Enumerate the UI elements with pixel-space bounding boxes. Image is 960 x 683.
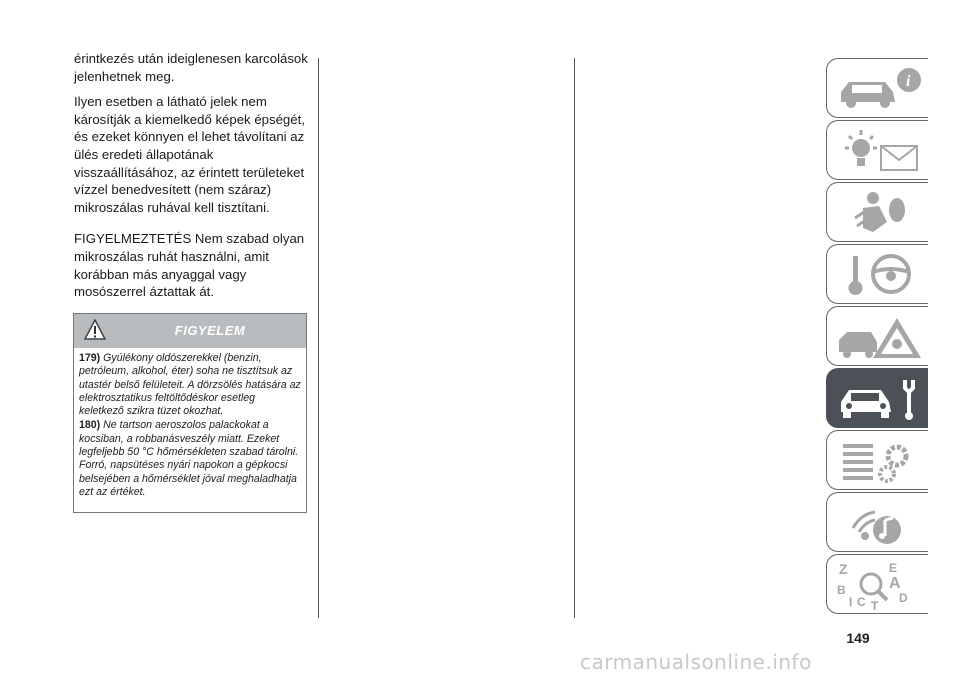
paragraph-1: érintkezés után ideiglenesen karcolások jelenhetnek meg. xyxy=(74,51,308,84)
index-letters-icon xyxy=(833,560,925,610)
seat-airbag-icon xyxy=(833,188,925,238)
footer-watermark: carmanualsonline.info xyxy=(580,650,812,674)
tab-lights-mail[interactable] xyxy=(826,120,928,180)
svg-text:A: A xyxy=(889,575,901,592)
main-text-column xyxy=(74,50,310,309)
specs-gear-icon xyxy=(833,436,925,486)
tab-multimedia[interactable] xyxy=(826,492,928,552)
warning-item-number: 179) xyxy=(79,352,101,364)
crash-warning-icon xyxy=(833,312,925,362)
tab-car-info[interactable] xyxy=(826,58,928,118)
warning-item-text: Gyúlékony oldószerekkel (benzin, petróleum, alkohol, éter) soha ne tisztítsuk az utastér belső felületeit. A dörzsölés hatására az elektrosztatikus feltöltődéskor esetleg keletkező szikra tüzet okozhat. xyxy=(79,352,301,418)
warning-item-text: Ne tartson aeroszolos palackokat a kocsiban, a robbanásveszély miatt. Ezeket legfeljebb 50 °C hőmérsékleten szabad tárolni. Forró, napsütéses nyári napokon a gépkocsi belsejében a hőmérséklet jóval meghaladhatja ezt az értéket. xyxy=(79,419,299,498)
svg-text:B: B xyxy=(837,583,846,597)
svg-text:T: T xyxy=(871,599,879,610)
column-divider-right xyxy=(574,58,575,618)
svg-text:Z: Z xyxy=(839,561,848,577)
tab-seat-airbag[interactable] xyxy=(826,182,928,242)
tab-car-wrench[interactable] xyxy=(826,368,928,428)
paragraph-3: FIGYELMEZTETÉS Nem szabad olyan mikroszálas ruhát használni, amit korábban más anyaggal vagy mosószerrel áztattak át. xyxy=(74,231,305,300)
warning-item xyxy=(79,419,302,499)
lights-mail-icon xyxy=(833,126,925,176)
car-info-icon xyxy=(833,64,925,114)
tab-specs-gear[interactable] xyxy=(826,430,928,490)
tab-crash-warning[interactable] xyxy=(826,306,928,366)
svg-text:i: i xyxy=(906,73,911,90)
warning-header xyxy=(74,314,306,348)
page-number: 149 xyxy=(846,630,870,646)
key-steering-icon xyxy=(833,250,925,300)
warning-body xyxy=(74,348,306,499)
paragraph-2: Ilyen esetben a látható jelek nem károsítják a kiemelkedő képek épségét, és ezeket könnyen el lehet távolítani az ülés eredeti állapotának visszaállításához, az érintett területeket vízzel benedvesített (nem száraz) mikroszálas ruhával kell tisztítani. xyxy=(74,94,305,215)
tab-key-steering[interactable] xyxy=(826,244,928,304)
svg-text:I: I xyxy=(849,595,853,609)
column-divider-left xyxy=(318,58,319,618)
car-wrench-icon xyxy=(833,374,925,424)
svg-text:E: E xyxy=(889,561,898,575)
warning-title: FIGYELEM xyxy=(174,323,246,338)
svg-text:C: C xyxy=(857,595,866,609)
multimedia-icon xyxy=(833,498,925,548)
svg-text:D: D xyxy=(899,591,908,605)
warning-box xyxy=(73,313,307,513)
warning-item xyxy=(79,352,302,418)
tab-index-letters[interactable] xyxy=(826,554,928,614)
warning-item-number: 180) xyxy=(79,419,101,432)
